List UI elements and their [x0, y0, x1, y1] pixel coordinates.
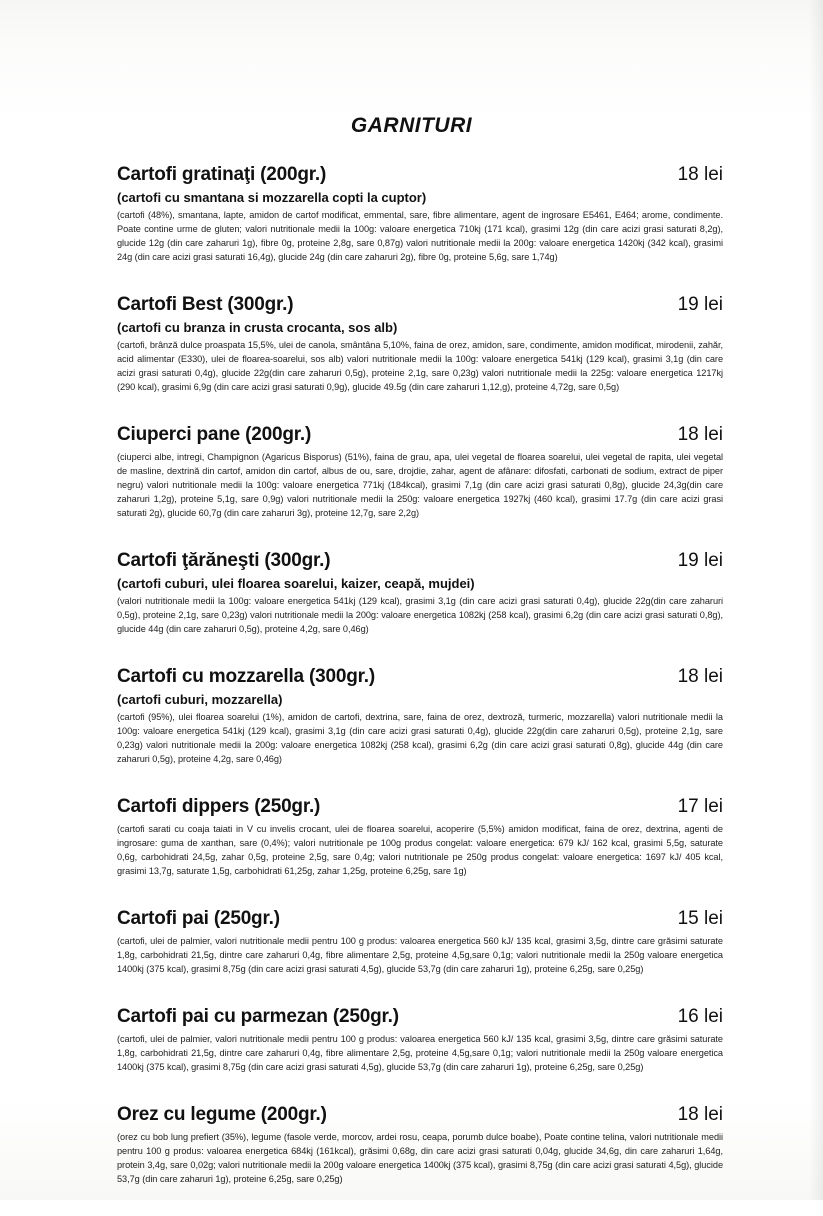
item-name: Cartofi pai cu parmezan (250gr.) — [117, 1006, 399, 1027]
item-subtitle: (cartofi cuburi, mozzarella) — [117, 692, 283, 707]
item-header — [117, 796, 723, 820]
item-price: 15 lei — [677, 908, 723, 929]
item-price: 19 lei — [677, 550, 723, 571]
item-subtitle: (cartofi cuburi, ulei floarea soarelui, kaizer, ceapă, mujdei) — [117, 576, 475, 591]
item-description: (cartofi (95%), ulei floarea soarelui (1%), amidon de cartofi, dextrina, sare, faina de orez, dextroză, turmeric, mozzarella) valori nutritionale medii la 100g: valoare energetica 541kj (129 kcal), grasimi 3,1g (din care acizi grasi saturati 0,4g), glucide 22g(din care zaharuri 0,5g), proteine 2,1g, sare 0,23g) valori nutritionale medii la 200g: valoare energetica 1082kj (258 kcal), grasimi 6,2g (din care acizi grasi saturati 0,8g), glucide 44g (din care zaharuri 0,5g), proteine 4,2g, sare 0,46g) — [117, 712, 723, 764]
item-header — [117, 550, 723, 574]
menu-item — [117, 164, 723, 264]
item-price: 18 lei — [677, 1104, 723, 1125]
item-price: 19 lei — [677, 294, 723, 315]
item-name: Cartofi pai (250gr.) — [117, 908, 280, 929]
item-header — [117, 294, 723, 318]
item-description: (valori nutritionale medii la 100g: valoare energetica 541kj (129 kcal), grasimi 3,1g (din care acizi grasi saturati 0,4g), glucide 22g(din care zaharuri 0,5g), proteine 2,1g, sare 0,23g) valori nutritionale medii la 200g: valoare energetica 1082kj (258 kcal), grasimi 6,2g (din care acizi grasi saturati 0,8g), glucide 44g (din care zaharuri 0,5g), proteine 4,2g, sare 0,46g) — [117, 596, 723, 634]
item-name: Orez cu legume (200gr.) — [117, 1104, 327, 1125]
item-price: 18 lei — [677, 424, 723, 445]
item-subtitle: (cartofi cu smantana si mozzarella copti la cuptor) — [117, 190, 427, 205]
page-edge-shadow — [809, 0, 823, 1200]
item-header — [117, 164, 723, 188]
item-description: (cartofi, ulei de palmier, valori nutritionale medii pentru 100 g produs: valoarea energetica 560 kJ/ 135 kcal, grasimi 3,5g, dintre care grăsimi saturate 1,8g, carbohidrati 21,5g, dintre care zaharuri 0,4g, fibre alimentare 2,5g, proteine 4,5g,sare 0,1g; valori nutritionale medii la 250g valoare energetica 1400kj (375 kcal), grasimi 8,75g (din care acizi grasi saturati 4,5g), glucide 53,7g (din care zaharuri 1g), proteine 6,25g, sare 0,25g) — [117, 936, 723, 974]
menu-item — [117, 294, 723, 394]
item-description: (cartofi (48%), smantana, lapte, amidon de cartof modificat, emmental, sare, fibre alimentare, agent de ingrosare E5461, E464; arome, condimente. Poate contine urme de gluten; valori nutritionale medii la 100g: valoare energetica 710kj (171 kcal), grasimi 12g (din care acizi grasi saturati 8,2g), glucide 12g (din care zaharuri 1g), fibre 0g, proteine 2,8g, sare 0,87g) valori nutritionale medii la 200g: valoare energetica 1420kj (342 kcal), grasimi 24g (din care acizi grasi saturati 16,4g), glucide 24g (din care zaharuri 2g), fibre 0g, proteine 5,6g, sare 1,74g) — [117, 210, 723, 262]
menu-item — [117, 550, 723, 636]
menu-item — [117, 908, 723, 976]
item-name: Ciuperci pane (200gr.) — [117, 424, 312, 445]
item-price: 16 lei — [677, 1006, 723, 1027]
menu-item — [117, 424, 723, 520]
item-description: (cartofi, brânză dulce proaspata 15,5%, ulei de canola, smântâna 5,10%, faina de orez, amidon, sare, condimente, amidon modificat, mirodenii, zahăr, acid alimentar (E330), ulei de floarea-soarelui, sos alb) valori nutritionale medii la 100g: valoare energetica 541kj (129 kcal), grasimi 3,1g (din care acizi grasi saturati 0,4g), glucide 22g(din care zaharuri 0,5g), proteine 2,1g, sare 0,23g) valori nutritionale medii la 225g: valoare energetica 1217kj (290 kcal), grasimi 6,9g (din care acizi grasi saturati 0,9g), glucide 49.5g (din care zaharuri 1,12,g), proteine 4,72g, sare 0,5g) — [117, 340, 723, 392]
item-description: (cartofi, ulei de palmier, valori nutritionale medii pentru 100 g produs: valoarea energetica 560 kJ/ 135 kcal, grasimi 3,5g, dintre care grăsimi saturate 1,8g, carbohidrati 21,5g, dintre care zaharuri 0,4g, fibre alimentare 2,5g, proteine 4,5g,sare 0,1g; valori nutritionale medii la 250g valoare energetica 1400kj (375 kcal), grasimi 8,75g (din care acizi grasi saturati 4,5g), glucide 53,7g (din care zaharuri 1g), proteine 6,25g, sare 0,25g) — [117, 1034, 723, 1072]
item-header — [117, 424, 723, 448]
item-header — [117, 666, 723, 690]
item-price: 18 lei — [677, 164, 723, 185]
menu-item — [117, 796, 723, 878]
item-name: Cartofi gratinaţi (200gr.) — [117, 164, 327, 185]
item-description: (ciuperci albe, intregi, Champignon (Agaricus Bisporus) (51%), faina de grau, apa, ulei vegetal de floarea soarelui, ulei vegetal de rapita, ulei vegetal de masline, dextrină din cartof, amidon din cartof, albus de ou, sare, drojdie, zahar, agent de afânare: difosfati, carbonati de sodium, extract de piper negru) valori nutritionale medii la 100g: valoare energetica 771kj (184kcal), grasimi 7,1g (din care acizi grasi saturati 0,8g), glucide 24,3g(din care zaharuri 1,2g), proteine 5,1g, sare 0,9g) valori nutritionale medii la 250g: valoare energetica 1927kj (460 kcal), grasimi 17.7g (din care acizi grasi saturati 2g), glucide 60,7g (din care zaharuri 3g), proteine 12,7g, sare 2,2g) — [117, 452, 723, 518]
item-header — [117, 1104, 723, 1128]
item-description: (orez cu bob lung prefiert (35%), legume (fasole verde, morcov, ardei rosu, ceapa, porumb dulce boabe), Poate contine telina, valori nutritionale medii pentru 100 g produs: valoarea energetica 684kj (161kcal), grăsimi 0,68g, din care acizi grasi saturati 0,04g, glucide 34,6g, din care zaharuri 1,64g, protein 3,4g, sare 0,02g; valori nutritionale medii la 200g valoare energetica 1400kj (375 kcal), grasimi 8,75g (din care acizi grasi saturati 4,5g), glucide 53,7g (din care zaharuri 1g), proteine 6,25g, sare 0,25g) — [117, 1132, 723, 1184]
item-name: Cartofi cu mozzarella (300gr.) — [117, 666, 375, 687]
item-description: (cartofi sarati cu coaja taiati in V cu invelis crocant, ulei de floarea soarelui, acoperire (5,5%) amidon modificat, faina de orez, dextrina, agenti de ingrosare: guma de xanthan, sare (0,4%); valori nutritionale pe 100g produs congelat: valoare energetica: 679 kJ/ 162 kcal, grasimi 5,5g, saturate 0,6g, carbohidrati 24,5g, zahar 0,5g, proteine 2,5g, sare 0,4g; valori nutritionale pe 250g produs congelat: valoare energetica: 1697 kJ/ 405 kcal, grasimi 13,7g, saturate 1,5g, carbohidrati 61,25g, zahar 1,25g, proteine 6,25g, sare 1g) — [117, 824, 723, 876]
item-subtitle: (cartofi cu branza in crusta crocanta, sos alb) — [117, 320, 398, 335]
item-header — [117, 908, 723, 932]
item-name: Cartofi ţărăneşti (300gr.) — [117, 550, 331, 571]
menu-item — [117, 1104, 723, 1186]
menu-item — [117, 666, 723, 766]
item-price: 17 lei — [677, 796, 723, 817]
item-name: Cartofi Best (300gr.) — [117, 294, 294, 315]
item-header — [117, 1006, 723, 1030]
page-title: GARNITURI — [350, 114, 473, 137]
item-name: Cartofi dippers (250gr.) — [117, 796, 321, 817]
menu-items-list — [117, 164, 723, 1216]
item-price: 18 lei — [677, 666, 723, 687]
menu-item — [117, 1006, 723, 1074]
